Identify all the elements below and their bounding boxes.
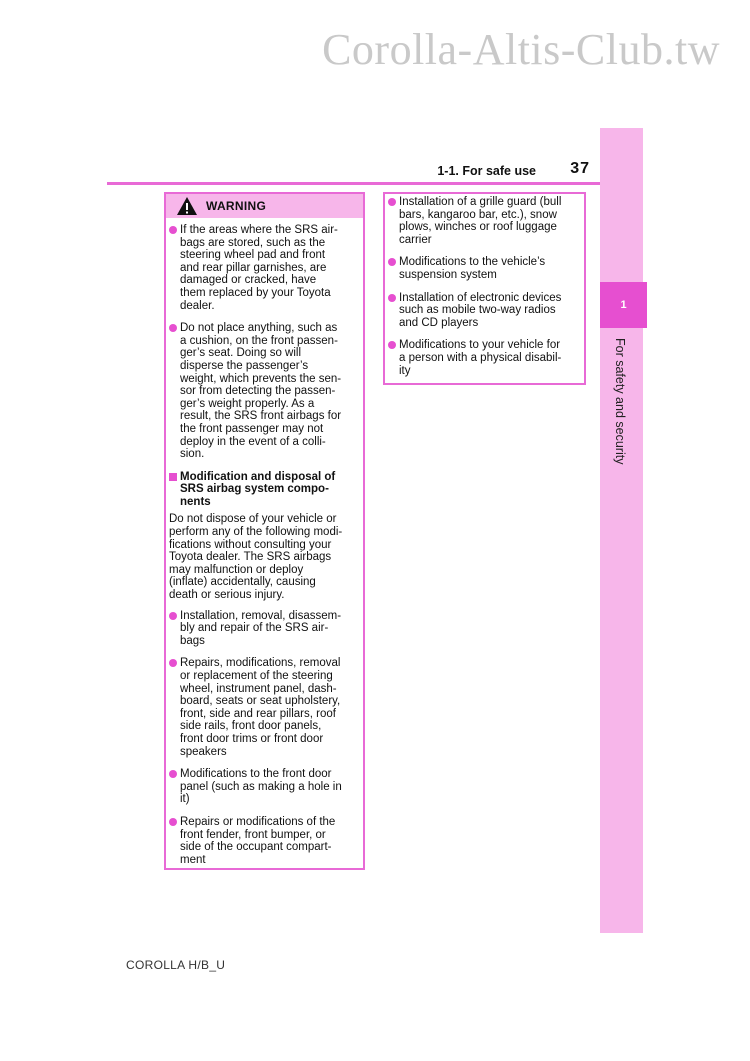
list-item bbox=[169, 322, 360, 461]
list-item-text: Repairs, modifications, removal or replacement of the steering wheel, instrument panel, dash- board, seats or seat upholstery, front, side and rear pillars, roof side rails, front door panels, front door trims or front door speakers bbox=[180, 657, 341, 758]
warning-body bbox=[166, 224, 363, 866]
warning-header bbox=[166, 194, 363, 218]
list-item-text: Modifications to the vehicle’s suspension system bbox=[399, 256, 546, 281]
list-item bbox=[388, 339, 581, 377]
list-item-text: If the areas where the SRS air- bags are stored, such as the steering wheel pad and front and rear pillar garnishes, are damaged or cracked, have them replaced by your Toyota dealer. bbox=[180, 224, 338, 312]
watermark: Corolla-Altis-Club.tw bbox=[322, 25, 720, 74]
list-item-text: Repairs or modifications of the front fender, front bumper, or side of the occupant compart- ment bbox=[180, 815, 336, 866]
list-item bbox=[388, 256, 581, 281]
list-item-text: Do not place anything, such as a cushion, on the front passen- ger’s seat. Doing so will disperse the passenger’s weight, which prevents the sen- sor from detecting the passen- ger’s weight properly. As a result, the SRS front airbags for the front passenger may not deploy in the event of a colli- sion. bbox=[180, 322, 342, 461]
bullet-icon bbox=[388, 341, 396, 349]
list-item-text: Modifications to the front door panel (such as making a hole in it) bbox=[180, 768, 342, 806]
header-rule bbox=[107, 182, 600, 185]
list-item bbox=[169, 816, 360, 866]
bullet-icon bbox=[169, 324, 177, 332]
square-bullet-icon bbox=[169, 473, 177, 481]
list-item bbox=[169, 768, 360, 806]
list-item-text: Installation of a grille guard (bull bars, kangaroo bar, etc.), snow plows, winches or roof luggage carrier bbox=[399, 196, 562, 246]
list-item bbox=[388, 196, 581, 246]
side-tab bbox=[600, 128, 643, 933]
subheading bbox=[169, 471, 360, 509]
bullet-icon bbox=[169, 226, 177, 234]
warning-triangle-icon bbox=[176, 196, 198, 216]
warning-continued-box bbox=[383, 192, 586, 385]
bullet-icon bbox=[169, 770, 177, 778]
footer-model: COROLLA H/B_U bbox=[126, 958, 226, 972]
list-item bbox=[169, 224, 360, 312]
side-tab-number[interactable]: 1 bbox=[600, 282, 647, 328]
section-title: 1-1. For safe use bbox=[437, 164, 536, 178]
bullet-icon bbox=[169, 818, 177, 826]
list-item bbox=[169, 657, 360, 758]
warning-title: WARNING bbox=[206, 199, 267, 213]
paragraph: Do not dispose of your vehicle or perform any of the following modi- fications without consulting your Toyota dealer. The SRS airbags may malfunction or deploy (inflate) accidentally, causing death or serious injury. bbox=[169, 513, 343, 602]
bullet-icon bbox=[388, 258, 396, 266]
warning-box bbox=[164, 192, 365, 870]
list-item-text: Modifications to your vehicle for a person with a physical disabil- ity bbox=[399, 339, 562, 377]
side-tab-label: For safety and security bbox=[613, 338, 627, 465]
warning-continued-body bbox=[385, 194, 584, 377]
list-item-text: Installation, removal, disassem- bly and repair of the SRS air- bags bbox=[180, 609, 342, 647]
bullet-icon bbox=[169, 659, 177, 667]
subheading-text: Modification and disposal of SRS airbag system compo- nents bbox=[180, 470, 336, 508]
list-item bbox=[169, 610, 360, 648]
list-item-text: Installation of electronic devices such as mobile two-way radios and CD players bbox=[399, 291, 562, 329]
bullet-icon bbox=[388, 294, 396, 302]
list-item bbox=[388, 292, 581, 330]
bullet-icon bbox=[388, 198, 396, 206]
bullet-icon bbox=[169, 612, 177, 620]
page-number: 37 bbox=[570, 160, 590, 177]
page-header bbox=[0, 160, 600, 184]
